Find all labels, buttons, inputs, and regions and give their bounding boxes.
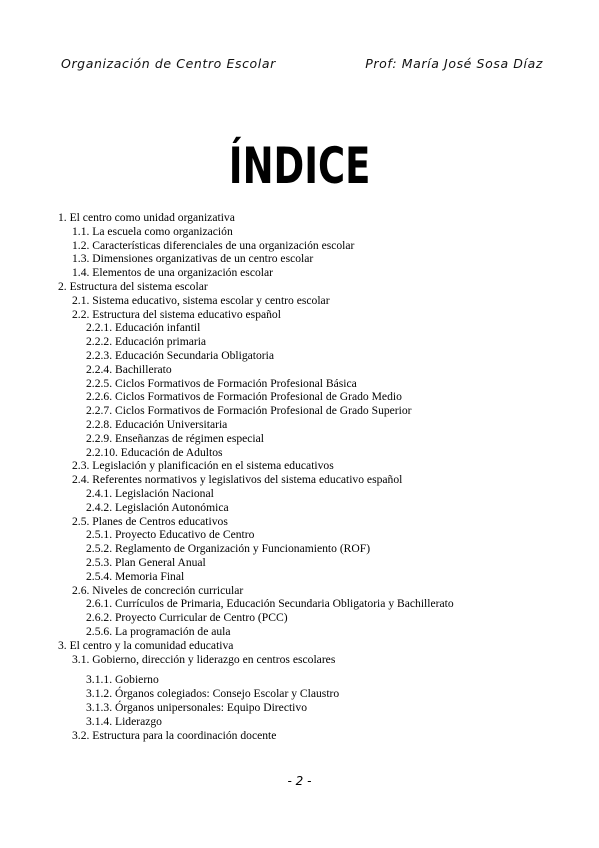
toc-entry: 2.2.10. Educación de Adultos	[86, 445, 223, 459]
toc-entry: 2.4. Referentes normativos y legislativos del sistema educativo español	[72, 473, 403, 487]
toc-entry: 2.2.6. Ciclos Formativos de Formación Profesional de Grado Medio	[86, 390, 402, 404]
toc-entry: 2.3. Legislación y planificación en el sistema educativos	[72, 459, 334, 473]
toc-entry: 2.6.2. Proyecto Curricular de Centro (PCC)	[86, 611, 288, 625]
toc-entry: 2. Estructura del sistema escolar	[58, 280, 208, 293]
toc-entry: 1. El centro como unidad organizativa	[58, 211, 235, 224]
toc-entry: 2.5.4. Memoria Final	[86, 569, 185, 583]
header-course-title: Organización de Centro Escolar	[61, 56, 276, 71]
toc-entry: 1.2. Características diferenciales de una organización escolar	[72, 238, 355, 252]
toc-entry: 2.2.4. Bachillerato	[86, 362, 172, 376]
toc-entry: 3.1.1. Gobierno	[86, 673, 159, 687]
toc-entry: 2.5.3. Plan General Anual	[86, 556, 206, 569]
toc-entry: 3.1.2. Órganos colegiados: Consejo Escolar y Claustro	[86, 687, 340, 701]
toc-entry: 2.2.1. Educación infantil	[86, 321, 201, 335]
toc-entry: 2.5.1. Proyecto Educativo de Centro	[86, 528, 255, 542]
toc-entry: 2.5. Planes de Centros educativos	[72, 514, 228, 528]
toc-entry: 3.1. Gobierno, dirección y liderazgo en centros escolares	[72, 652, 336, 666]
toc-entry: 2.2.9. Enseñanzas de régimen especial	[86, 431, 265, 445]
toc-entry: 2.2.7. Ciclos Formativos de Formación Profesional de Grado Superior	[86, 404, 412, 418]
toc-entry: 2.4.2. Legislación Autonómica	[86, 500, 229, 514]
toc-entry: 3.2. Estructura para la coordinación docente	[72, 728, 277, 742]
toc-entry: 2.2.8. Educación Universitaria	[86, 418, 228, 431]
page-number: - 2 -	[287, 774, 312, 788]
toc-entry: 2.2. Estructura del sistema educativo español	[72, 307, 281, 321]
toc-entry: 3.1.3. Órganos unipersonales: Equipo Directivo	[86, 701, 307, 714]
toc-entry: 1.1. La escuela como organización	[72, 224, 233, 238]
toc-entry: 2.2.2. Educación primaria	[86, 335, 207, 349]
toc-entry: 1.4. Elementos de una organización escolar	[72, 266, 273, 280]
toc-entry: 2.2.3. Educación Secundaria Obligatoria	[86, 349, 275, 362]
toc-entry: 2.5.2. Reglamento de Organización y Funcionamiento (ROF)	[86, 542, 371, 556]
toc-entry: 3.1.4. Liderazgo	[86, 714, 162, 728]
page-header	[61, 56, 543, 71]
page-title: ÍNDICE	[228, 137, 371, 195]
header-author: Prof: María José Sosa Díaz	[365, 56, 543, 71]
toc-entry: 3. El centro y la comunidad educativa	[58, 638, 234, 652]
toc-entry: 2.2.5. Ciclos Formativos de Formación Profesional Básica	[86, 376, 357, 390]
toc-entry: 2.6. Niveles de concreción curricular	[72, 583, 244, 597]
toc-entry: 2.5.6. La programación de aula	[86, 625, 231, 638]
toc-entry: 1.3. Dimensiones organizativas de un centro escolar	[72, 252, 314, 266]
toc-entry: 2.1. Sistema educativo, sistema escolar y centro escolar	[72, 293, 330, 307]
toc-entry: 2.4.1. Legislación Nacional	[86, 487, 214, 500]
toc-entry: 2.6.1. Currículos de Primaria, Educación Secundaria Obligatoria y Bachillerato	[86, 597, 454, 611]
